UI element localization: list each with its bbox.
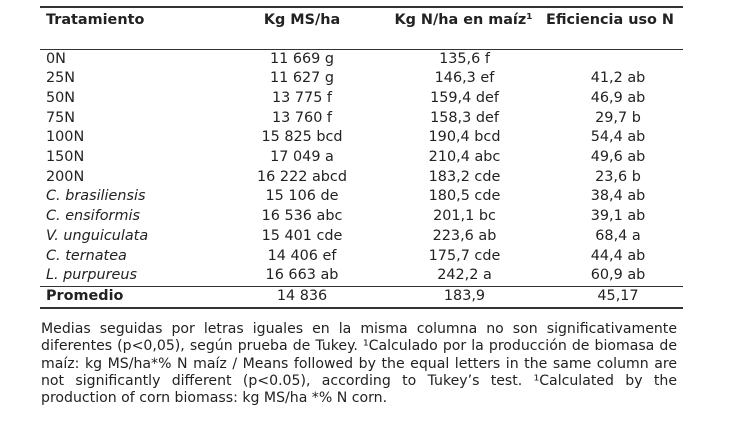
cell-treatment: 100N bbox=[46, 129, 85, 146]
table-row bbox=[40, 168, 683, 188]
cell-treatment: L. purpureus bbox=[46, 267, 137, 284]
cell-nitrogen: 158,3 def bbox=[430, 109, 499, 126]
cell-efficiency: 29,7 b bbox=[595, 109, 641, 126]
cell-efficiency: 46,9 ab bbox=[590, 89, 646, 106]
header-biomass: Kg MS/ha bbox=[214, 7, 390, 49]
cell-efficiency: 38,4 ab bbox=[590, 188, 646, 205]
cell-treatment: V. unguiculata bbox=[46, 227, 149, 244]
cell-nitrogen: 146,3 ef bbox=[434, 70, 495, 87]
table-row bbox=[40, 109, 683, 129]
average-row bbox=[40, 286, 683, 307]
average-label: Promedio bbox=[40, 286, 214, 307]
cell-efficiency: 68,4 a bbox=[595, 227, 641, 244]
table-row bbox=[40, 69, 683, 89]
cell-biomass: 11 669 g bbox=[269, 50, 335, 67]
table-row bbox=[40, 89, 683, 109]
cell-treatment: 75N bbox=[46, 109, 76, 126]
average-biomass: 14 836 bbox=[214, 286, 390, 307]
cell-nitrogen: 175,7 cde bbox=[428, 247, 501, 264]
header-row bbox=[40, 7, 683, 49]
cell-treatment: 0N bbox=[46, 50, 66, 67]
cell-treatment: C. ternatea bbox=[46, 247, 127, 264]
average-efficiency: 45,17 bbox=[537, 286, 683, 307]
cell-efficiency: 41,2 ab bbox=[590, 70, 646, 87]
cell-treatment: 200N bbox=[46, 168, 85, 185]
cell-efficiency: 23,6 b bbox=[595, 168, 641, 185]
cell-treatment: 50N bbox=[46, 89, 76, 106]
cell-biomass: 16 536 abc bbox=[261, 208, 343, 225]
cell-treatment: 25N bbox=[46, 70, 76, 87]
cell-biomass: 16 222 abcd bbox=[257, 168, 347, 185]
results-table bbox=[40, 6, 683, 309]
table-row bbox=[40, 187, 683, 207]
cell-treatment: C. ensiformis bbox=[46, 208, 140, 225]
cell-efficiency: 60,9 ab bbox=[590, 267, 646, 284]
cell-biomass: 13 775 f bbox=[272, 89, 332, 106]
table-row bbox=[40, 207, 683, 227]
table-row bbox=[40, 128, 683, 148]
cell-nitrogen: 201,1 bc bbox=[433, 208, 496, 225]
cell-nitrogen: 180,5 cde bbox=[428, 188, 501, 205]
cell-biomass: 16 663 ab bbox=[265, 267, 339, 284]
cell-biomass: 14 406 ef bbox=[267, 247, 337, 264]
cell-nitrogen: 242,2 a bbox=[437, 267, 492, 284]
cell-biomass: 17 049 a bbox=[270, 149, 334, 166]
header-efficiency: Eficiencia uso N bbox=[537, 7, 683, 49]
table-row bbox=[40, 266, 683, 286]
cell-treatment: C. brasiliensis bbox=[46, 188, 146, 205]
header-treatment: Tratamiento bbox=[40, 7, 214, 49]
table-row bbox=[40, 247, 683, 267]
table-footnote: Medias seguidas por letras iguales en la misma columna no son significativamente diferentes (p<0,05), según prueba de Tukey. ¹Calculado por la producción de biomasa de maíz: kg MS/ha*% N maíz / Means followed by the equal letters in the same column are not significantly different (p<0.05), according to Tukey’s test. ¹Calculated by the production of corn biomass: kg MS/ha *% N corn. bbox=[41, 321, 677, 407]
cell-efficiency: 49,6 ab bbox=[590, 149, 646, 166]
cell-efficiency: 39,1 ab bbox=[590, 208, 646, 225]
cell-biomass: 11 627 g bbox=[269, 70, 335, 87]
cell-efficiency bbox=[537, 49, 683, 69]
cell-nitrogen: 159,4 def bbox=[430, 89, 499, 106]
average-nitrogen: 183,9 bbox=[390, 286, 537, 307]
cell-efficiency: 54,4 ab bbox=[590, 129, 646, 146]
cell-nitrogen: 190,4 bcd bbox=[428, 129, 501, 146]
cell-efficiency: 44,4 ab bbox=[590, 247, 646, 264]
cell-treatment: 150N bbox=[46, 149, 85, 166]
table-row bbox=[40, 49, 683, 69]
cell-nitrogen: 183,2 cde bbox=[428, 168, 501, 185]
cell-nitrogen: 210,4 abc bbox=[428, 149, 501, 166]
table-row bbox=[40, 227, 683, 247]
cell-biomass: 15 106 de bbox=[265, 188, 339, 205]
cell-biomass: 13 760 f bbox=[272, 109, 332, 126]
cell-biomass: 15 401 cde bbox=[261, 227, 343, 244]
cell-nitrogen: 223,6 ab bbox=[432, 227, 497, 244]
cell-biomass: 15 825 bcd bbox=[261, 129, 343, 146]
header-nitrogen: Kg N/ha en maíz¹ bbox=[390, 7, 537, 49]
table-body bbox=[40, 49, 683, 286]
table-row bbox=[40, 148, 683, 168]
cell-nitrogen: 135,6 f bbox=[439, 50, 490, 67]
